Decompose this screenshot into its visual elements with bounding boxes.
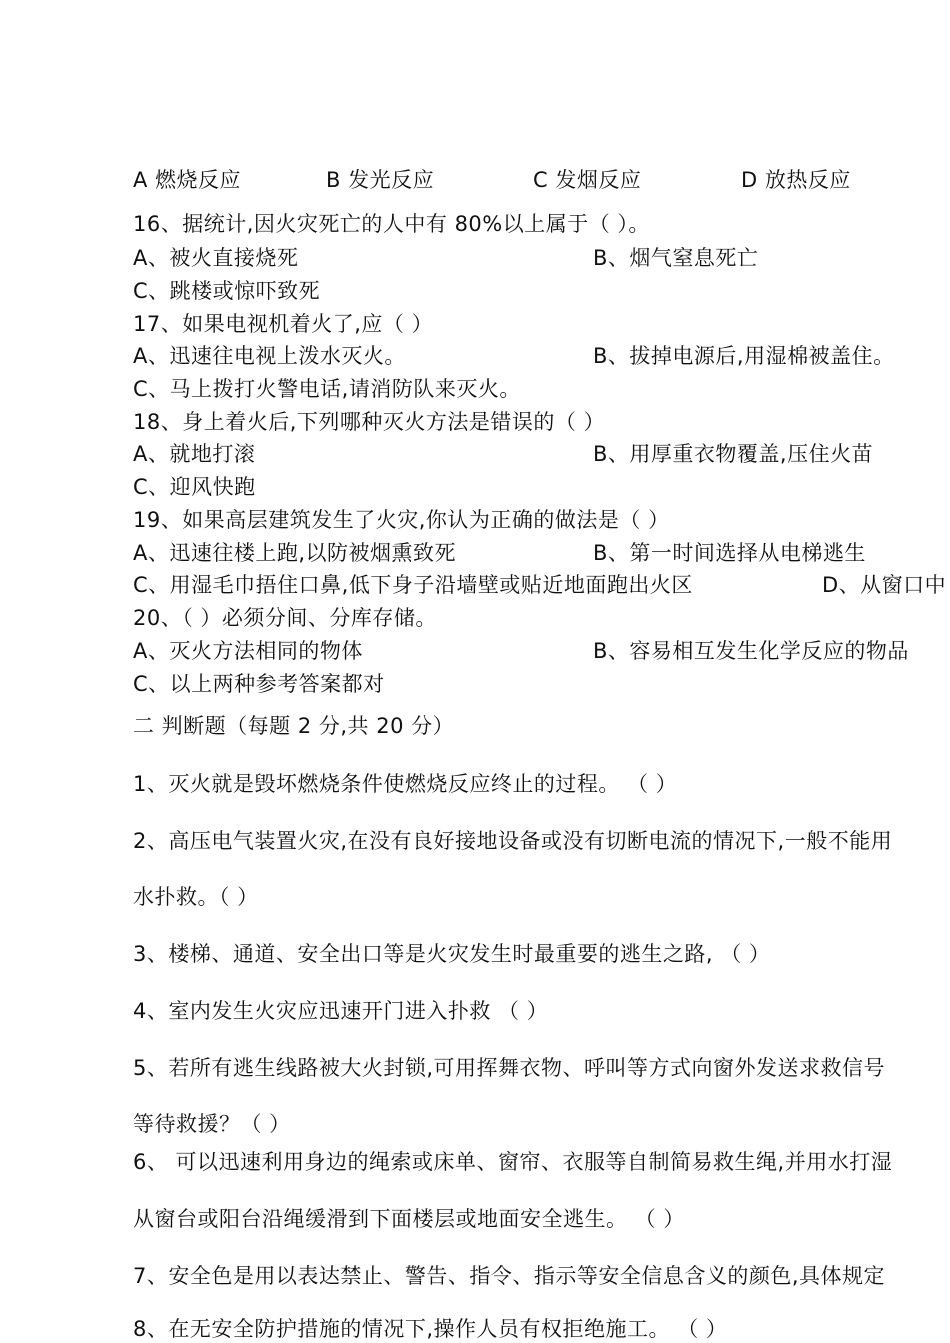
question-16-stem: 16、据统计,因火灾死亡的人中有 80%以上属于（ ）。 [133, 212, 650, 236]
question-17-option-a: A、迅速往电视上泼水灭火。 [133, 344, 406, 368]
judgement-5-line-1: 5、若所有逃生线路被大火封锁,可用挥舞衣物、呼叫等方式向窗外发送求救信号 [133, 1056, 886, 1080]
judgement-7: 7、安全色是用以表达禁止、警告、指令、指示等安全信息含义的颜色,具体规定 [133, 1264, 886, 1288]
judgement-5-line-2: 等待救援？（ ） [133, 1112, 291, 1136]
question-19-option-a: A、迅速往楼上跑,以防被烟熏致死 [133, 541, 457, 565]
question-18-stem: 18、身上着火后,下列哪种灭火方法是错误的（ ） [133, 410, 606, 434]
top-options-row [133, 166, 950, 194]
question-19-option-c: C、用湿毛巾捂住口鼻,低下身子沿墙壁或贴近地面跑出火区 [133, 573, 693, 597]
question-16-option-a: A、被火直接烧死 [133, 246, 299, 270]
judgement-4: 4、室内发生火灾应迅速开门进入扑救 （ ） [133, 999, 549, 1023]
question-16-option-b: B、烟气窒息死亡 [593, 246, 759, 270]
question-20-option-a: A、灭火方法相同的物体 [133, 639, 363, 663]
question-18-option-c: C、迎风快跑 [133, 475, 256, 499]
judgement-2-line-2: 水扑救。（ ） [133, 885, 259, 909]
question-20-stem: 20、（ ）必须分间、分库存储。 [133, 606, 437, 630]
top-option-c: C 发烟反应 [533, 168, 642, 192]
question-18-option-b: B、用厚重衣物覆盖,压住火苗 [593, 442, 874, 466]
question-20-option-c: C、以上两种参考答案都对 [133, 672, 385, 696]
question-19-stem: 19、如果高层建筑发生了火灾,你认为正确的做法是（ ） [133, 508, 670, 532]
question-19-option-d: D、从窗口中 [822, 573, 947, 597]
question-18-option-a: A、就地打滚 [133, 442, 256, 466]
question-19-option-b: B、第一时间选择从电梯逃生 [593, 541, 866, 565]
judgement-2-line-1: 2、高压电气装置火灾,在没有良好接地设备或没有切断电流的情况下,一般不能用 [133, 829, 893, 853]
judgement-8: 8、在无安全防护措施的情况下,操作人员有权拒绝施工。 （ ） [133, 1317, 728, 1341]
question-17-option-b: B、拔掉电源后,用湿棉被盖住。 [593, 344, 895, 368]
question-16-option-c: C、跳楼或惊吓致死 [133, 279, 321, 303]
question-17-option-c: C、马上拨打火警电话,请消防队来灭火。 [133, 377, 521, 401]
judgement-6-line-2: 从窗台或阳台沿绳缓滑到下面楼层或地面安全逃生。 （ ） [133, 1207, 685, 1231]
judgement-3: 3、楼梯、通道、安全出口等是火灾发生时最重要的逃生之路, （ ） [133, 942, 771, 966]
question-17-stem: 17、如果电视机着火了,应（ ） [133, 312, 434, 336]
top-option-d: D 放热反应 [741, 168, 851, 192]
judgement-1: 1、灭火就是毁坏燃烧条件使燃烧反应终止的过程。 （ ） [133, 772, 678, 796]
section-2-title: 二 判断题（每题 2 分,共 20 分） [133, 714, 455, 738]
judgement-6-line-1: 6、 可以迅速利用身边的绳索或床单、窗帘、衣服等自制简易救生绳,并用水打湿 [133, 1150, 893, 1174]
top-option-b: B 发光反应 [326, 168, 435, 192]
question-20-option-b: B、容易相互发生化学反应的物品 [593, 639, 909, 663]
top-option-a: A 燃烧反应 [133, 168, 242, 192]
